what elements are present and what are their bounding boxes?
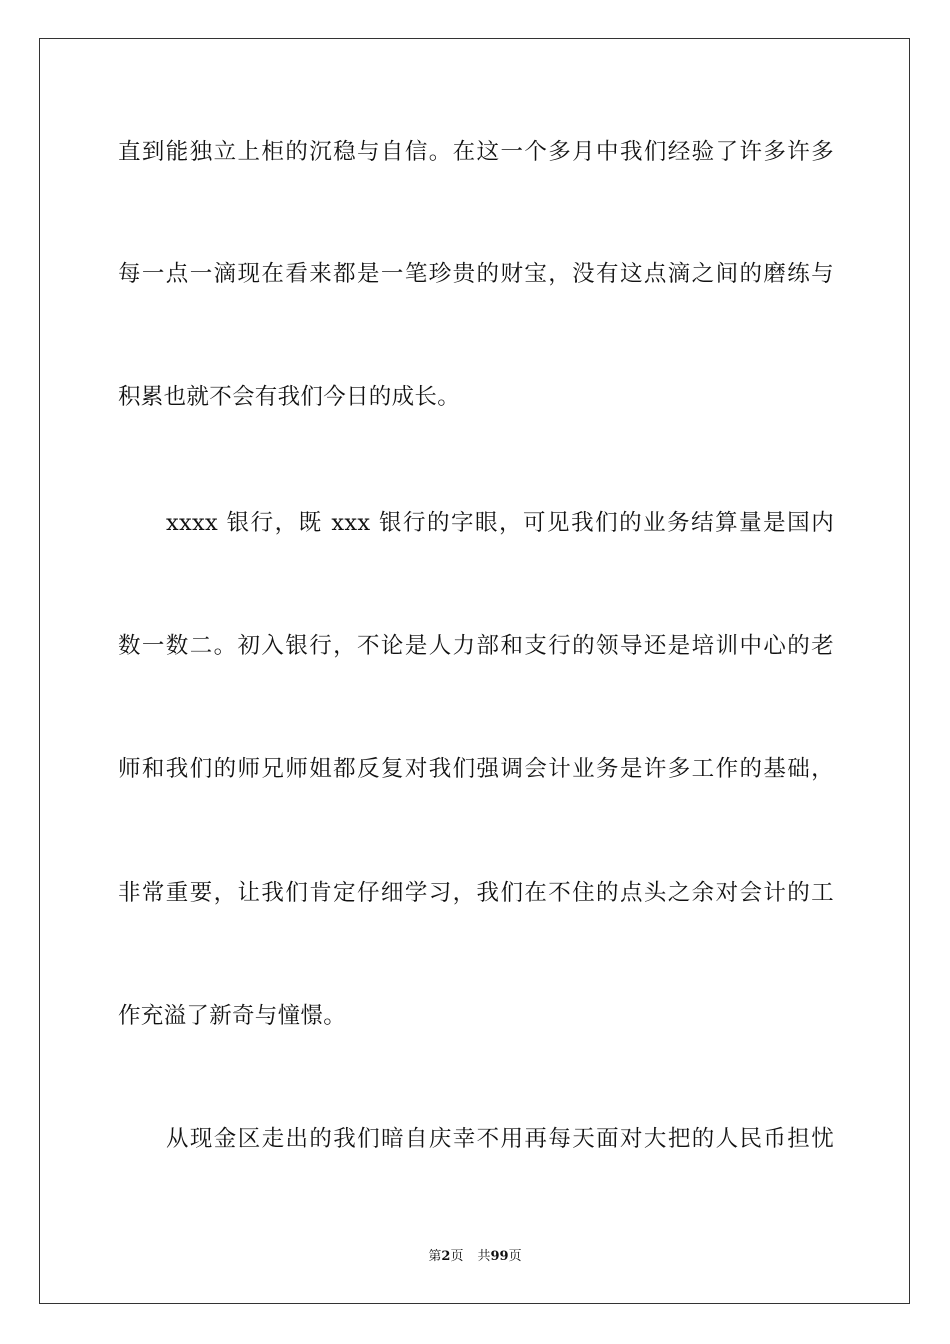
body-text-line: 数一数二。初入银行，不论是人力部和支行的领导还是培训中心的老 (118, 633, 834, 659)
page-border (39, 38, 910, 1304)
body-text-line: 师和我们的师兄师姐都反复对我们强调会计业务是许多工作的基础， (118, 756, 834, 782)
footer-page-prefix: 第 (428, 1249, 442, 1264)
body-text-line: 积累也就不会有我们今日的成长。 (118, 384, 461, 410)
body-text-line: xxxx 银行，既 xxx 银行的字眼，可见我们的业务结算量是国内 (166, 510, 834, 536)
body-text-line: 从现金区走出的我们暗自庆幸不用再每天面对大把的人民币担忧 (166, 1126, 834, 1152)
footer-total-suffix: 页 (508, 1249, 522, 1264)
body-text-line: 非常重要，让我们肯定仔细学习，我们在不住的点头之余对会计的工 (118, 880, 834, 906)
footer-page-suffix: 页 (450, 1249, 464, 1264)
body-text-line: 作充溢了新奇与憧憬。 (118, 1003, 347, 1029)
body-text-line: 每一点一滴现在看来都是一笔珍贵的财宝，没有这点滴之间的磨练与 (118, 261, 834, 287)
footer-total-number: 99 (490, 1249, 509, 1264)
footer-total-prefix: 共 (477, 1249, 491, 1264)
body-text-line: 直到能独立上柜的沉稳与自信。在这一个多月中我们经验了许多许多 (118, 139, 834, 165)
page-footer (0, 1248, 950, 1266)
footer-page-number: 2 (441, 1249, 451, 1264)
